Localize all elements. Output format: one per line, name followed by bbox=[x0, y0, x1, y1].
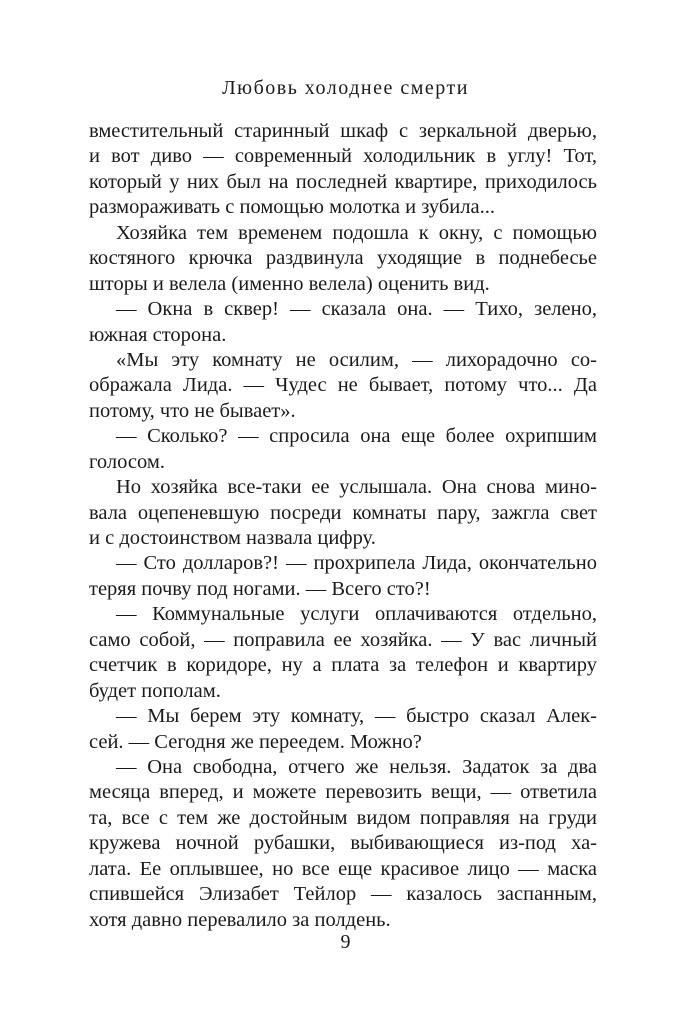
text-line: спившейся Элизабет Тейлор — казалось заспанным, bbox=[89, 883, 597, 906]
text-line: месяца вперед, и можете перевозить вещи, — ответила bbox=[89, 781, 597, 804]
text-line: — Сто долларов?! — прохрипела Лида, окончательно bbox=[116, 552, 597, 575]
text-line: кружева ночной рубашки, выбивающиеся из-под ха- bbox=[89, 832, 597, 855]
text-line: само собой, — поправила ее хозяйка. — У вас личный bbox=[89, 628, 597, 651]
text-line: шторы и велела (именно велела) оценить вид. bbox=[89, 272, 490, 295]
text-line: счетчик в коридоре, ну а плата за телефон и квартиру bbox=[89, 654, 597, 677]
text-line: — Она свободна, отчего же нельзя. Задаток за два bbox=[116, 755, 597, 778]
text-line: который у них был на последней квартире, приходилось bbox=[89, 170, 597, 193]
text-line: и с достоинством назвала цифру. bbox=[89, 527, 376, 549]
text-line: вала оцепеневшую посреди комнаты пару, зажгла свет bbox=[89, 501, 597, 524]
text-line: ображала Лида. — Чудес не бывает, потому что... Да bbox=[89, 374, 597, 397]
text-line: вместительный старинный шкаф с зеркальной дверью, bbox=[89, 120, 597, 142]
text-line: сей. — Сегодня же переедем. Можно? bbox=[89, 730, 422, 753]
text-line: потому, что не бывает». bbox=[89, 399, 296, 422]
text-line: — Коммунальные услуги оплачиваются отдельно, bbox=[116, 603, 597, 626]
text-line: — Сколько? — спросила она еще более охрипшим bbox=[116, 425, 597, 448]
text-line: хотя давно перевалило за полдень. bbox=[89, 908, 391, 931]
text-line: и вот диво — современный холодильник в углу! Тот, bbox=[89, 145, 597, 168]
text-line: размораживать с помощью молотка и зубила... bbox=[89, 196, 495, 219]
running-head: Любовь холоднее смерти bbox=[222, 77, 469, 99]
text-line: — Окна в сквер! — сказала она. — Тихо, зелено, bbox=[116, 298, 597, 321]
text-line: голосом. bbox=[89, 450, 165, 473]
body-text bbox=[89, 119, 597, 933]
text-line: костяного крючка раздвинула уходящие в поднебесье bbox=[89, 247, 597, 270]
text-line: лата. Ее оплывшее, но все еще красивое лицо — маска bbox=[89, 857, 597, 880]
text-line: Но хозяйка все-таки ее услышала. Она снова мино- bbox=[116, 476, 597, 499]
text-line: та, все с тем же достойным видом поправляя на груди bbox=[89, 806, 597, 829]
text-line: «Мы эту комнату не осилим, — лихорадочно со- bbox=[116, 348, 597, 371]
text-line: теряя почву под ногами. — Всего сто?! bbox=[89, 577, 431, 600]
text-line: — Мы берем эту комнату, — быстро сказал Алек- bbox=[116, 705, 597, 728]
text-line: Хозяйка тем временем подошла к окну, с помощью bbox=[116, 221, 597, 244]
text-line: южная сторона. bbox=[89, 323, 227, 346]
page-number: 9 bbox=[340, 931, 351, 953]
text-line: будет пополам. bbox=[89, 679, 221, 702]
